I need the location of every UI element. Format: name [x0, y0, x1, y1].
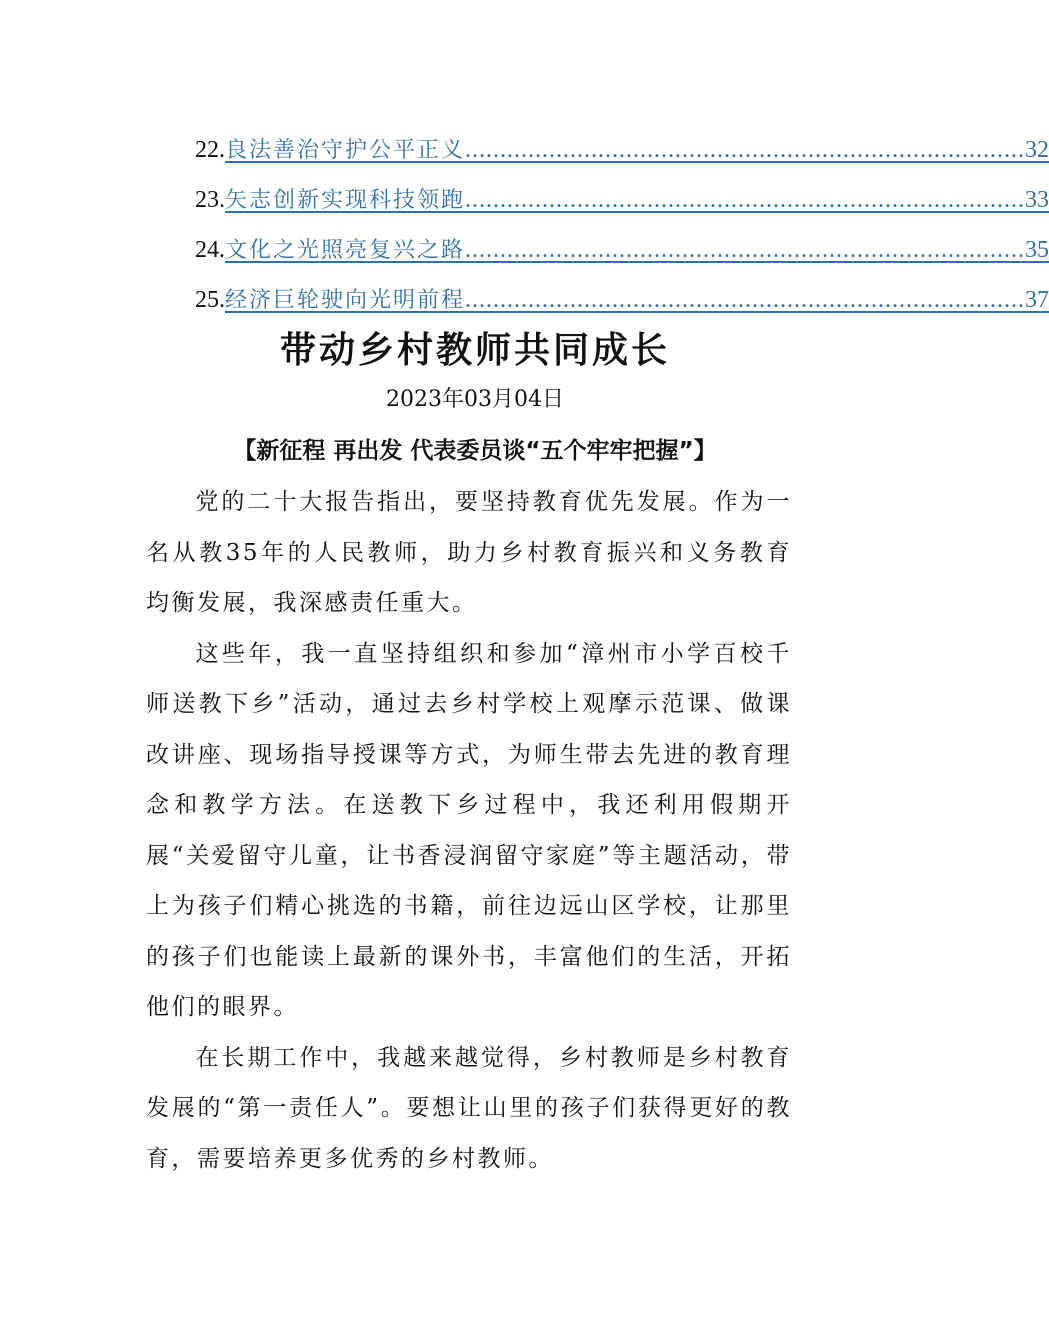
table-of-contents [195, 130, 1049, 330]
toc-link-23[interactable] [225, 180, 1049, 221]
toc-link-22[interactable] [225, 130, 1049, 171]
toc-title: 经济巨轮驶向光明前程 [225, 288, 466, 313]
body-paragraph-1: 党的二十大报告指出，要坚持教育优先发展。作为一名从教35年的人民教师，助力乡村教育振兴和义务教育均衡发展，我深感责任重大。 [146, 489, 792, 616]
body-paragraph-2: 这些年，我一直坚持组织和参加“漳州市小学百校千师送教下乡”活动，通过去乡村学校上观摩示范课、做课改讲座、现场指导授课等方式，为师生带去先进的教育理念和教学方法。在送教下乡过程中，我还利用假期开展“关爱留守儿童，让书香浸润留守家庭”等主题活动，带上为孩子们精心挑选的书籍，前往边远山区学校，让那里的孩子们也能读上最新的课外书，丰富他们的生活，开拓他们的眼界。 [146, 640, 792, 1020]
article-title: 带动乡村教师共同成长 [279, 330, 670, 371]
toc-page-number: 32 [1025, 137, 1049, 163]
toc-number: 25. [195, 287, 225, 313]
toc-title: 良法善治守护公平正义 [225, 138, 466, 163]
toc-link-25[interactable] [225, 280, 1049, 321]
toc-leader-dots: ................................................................................ [465, 137, 1026, 163]
article-date: 2023年03月04日 [386, 387, 564, 412]
toc-number: 22. [195, 137, 225, 163]
toc-leader-dots: ................................................................................ [465, 187, 1026, 213]
toc-leader-dots: ................................................................................ [465, 237, 1026, 263]
toc-page-number: 33 [1025, 187, 1049, 213]
toc-row-22 [195, 130, 1049, 180]
toc-title: 文化之光照亮复兴之路 [225, 238, 466, 263]
toc-page-number: 37 [1025, 287, 1049, 313]
article-body [146, 477, 792, 1184]
toc-number: 23. [195, 187, 225, 213]
toc-row-23 [195, 180, 1049, 230]
article-subtitle: 【新征程 再出发 代表委员谈“五个牢牢把握”】 [233, 438, 717, 464]
toc-number: 24. [195, 237, 225, 263]
toc-row-24 [195, 230, 1049, 280]
toc-title: 矢志创新实现科技领跑 [225, 188, 466, 213]
toc-page-number: 35 [1025, 237, 1049, 263]
toc-leader-dots: ................................................................................ [465, 287, 1026, 313]
toc-link-24[interactable] [225, 230, 1049, 271]
body-paragraph-3: 在长期工作中，我越来越觉得，乡村教师是乡村教育发展的“第一责任人”。要想让山里的孩子们获得更好的教育，需要培养更多优秀的乡村教师。 [146, 1044, 792, 1172]
